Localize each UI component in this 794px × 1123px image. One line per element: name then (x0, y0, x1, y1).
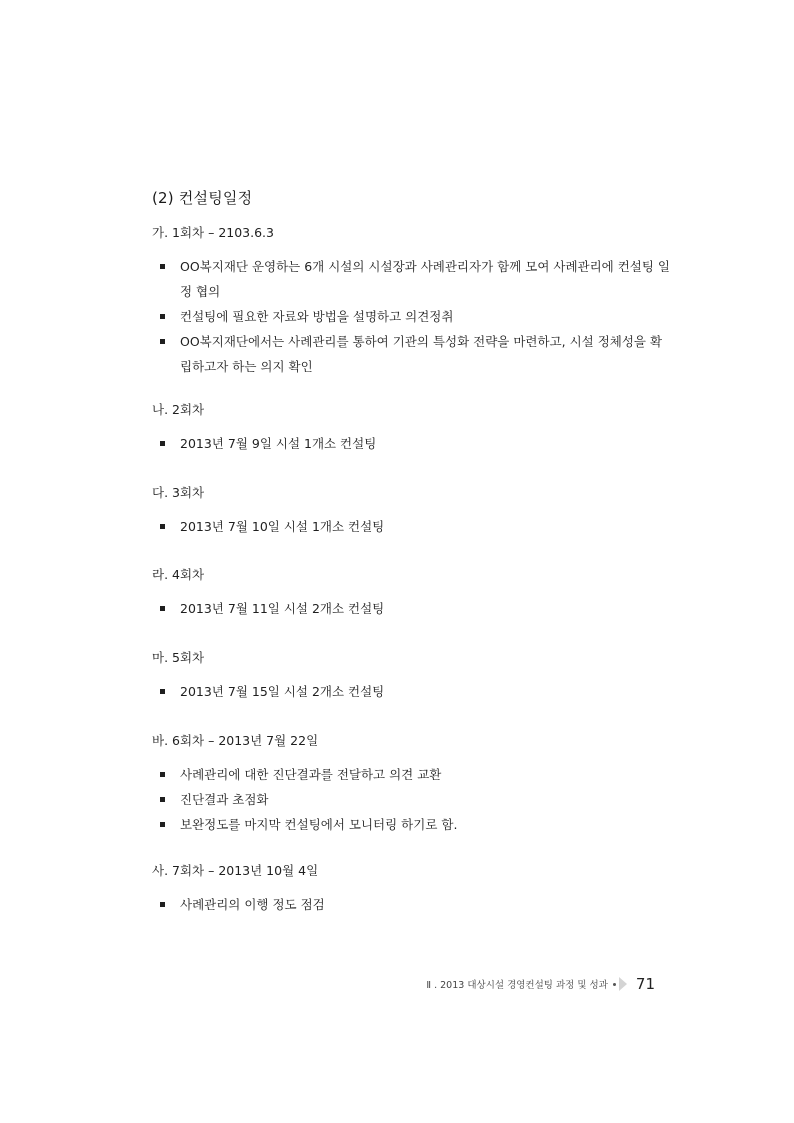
square-bullet-icon (160, 689, 165, 694)
list-item-text: 2013년 7월 15일 시설 2개소 컨설팅 (180, 684, 385, 699)
running-title: Ⅱ . 2013 대상시설 경영컨설팅 과정 및 성과 (426, 980, 608, 991)
square-bullet-icon (160, 822, 165, 827)
subsection-heading: 가. 1회차 – 2103.6.3 (152, 225, 274, 240)
list-item (152, 304, 672, 329)
square-bullet-icon (160, 314, 165, 319)
page-footer (426, 973, 655, 995)
list-item (152, 812, 672, 837)
square-bullet-icon (160, 264, 165, 269)
subsection-heading: 마. 5회차 (152, 650, 205, 665)
page-number: 71 (635, 975, 655, 993)
subsection-round-7 (152, 862, 672, 917)
list-item-text: OO복지재단 운영하는 6개 시설의 시설장과 사례관리자가 함께 모여 사례관리에 컨설팅 일정 협의 (180, 259, 670, 299)
bullet-list (152, 762, 672, 837)
list-item (152, 679, 672, 704)
list-item (152, 514, 672, 539)
subsection-heading: 라. 4회차 (152, 567, 205, 582)
square-bullet-icon (160, 441, 165, 446)
subsection-round-6 (152, 732, 672, 837)
bullet-list (152, 254, 672, 379)
square-bullet-icon (160, 606, 165, 611)
bullet-list (152, 679, 672, 704)
chevron-right-icon (619, 977, 627, 991)
subsection-round-3 (152, 484, 672, 539)
list-item (152, 329, 672, 379)
square-bullet-icon (160, 772, 165, 777)
list-item-text: 2013년 7월 11일 시설 2개소 컨설팅 (180, 601, 385, 616)
list-item-text: 보완정도를 마지막 컨설팅에서 모니터링 하기로 함. (180, 817, 458, 832)
list-item (152, 431, 672, 456)
subsection-heading: 사. 7회차 – 2013년 10월 4일 (152, 863, 319, 878)
dot-icon (613, 983, 616, 986)
section-title: (2) 컨설팅일정 (152, 189, 253, 207)
bullet-list (152, 892, 672, 917)
list-item-text: 사례관리에 대한 진단결과를 전달하고 의견 교환 (180, 767, 442, 782)
list-item (152, 892, 672, 917)
subsection-round-2 (152, 401, 672, 456)
list-item-text: 2013년 7월 10일 시설 1개소 컨설팅 (180, 519, 385, 534)
subsection-round-1 (152, 224, 672, 379)
list-item (152, 762, 672, 787)
bullet-list (152, 514, 672, 539)
list-item (152, 254, 672, 304)
square-bullet-icon (160, 902, 165, 907)
subsection-heading: 나. 2회차 (152, 402, 205, 417)
subsection-heading: 다. 3회차 (152, 485, 205, 500)
bullet-list (152, 596, 672, 621)
list-item-text: OO복지재단에서는 사례관리를 통하여 기관의 특성화 전략을 마련하고, 시설 정체성을 확립하고자 하는 의지 확인 (180, 334, 663, 374)
list-item (152, 596, 672, 621)
list-item-text: 2013년 7월 9일 시설 1개소 컨설팅 (180, 436, 377, 451)
subsection-round-5 (152, 649, 672, 704)
subsection-round-4 (152, 566, 672, 621)
list-item-text: 진단결과 초점화 (180, 792, 269, 807)
square-bullet-icon (160, 339, 165, 344)
square-bullet-icon (160, 797, 165, 802)
list-item (152, 787, 672, 812)
subsection-heading: 바. 6회차 – 2013년 7월 22일 (152, 733, 319, 748)
list-item-text: 컨설팅에 필요한 자료와 방법을 설명하고 의견정취 (180, 309, 454, 324)
square-bullet-icon (160, 524, 165, 529)
bullet-list (152, 431, 672, 456)
list-item-text: 사례관리의 이행 정도 점검 (180, 897, 325, 912)
